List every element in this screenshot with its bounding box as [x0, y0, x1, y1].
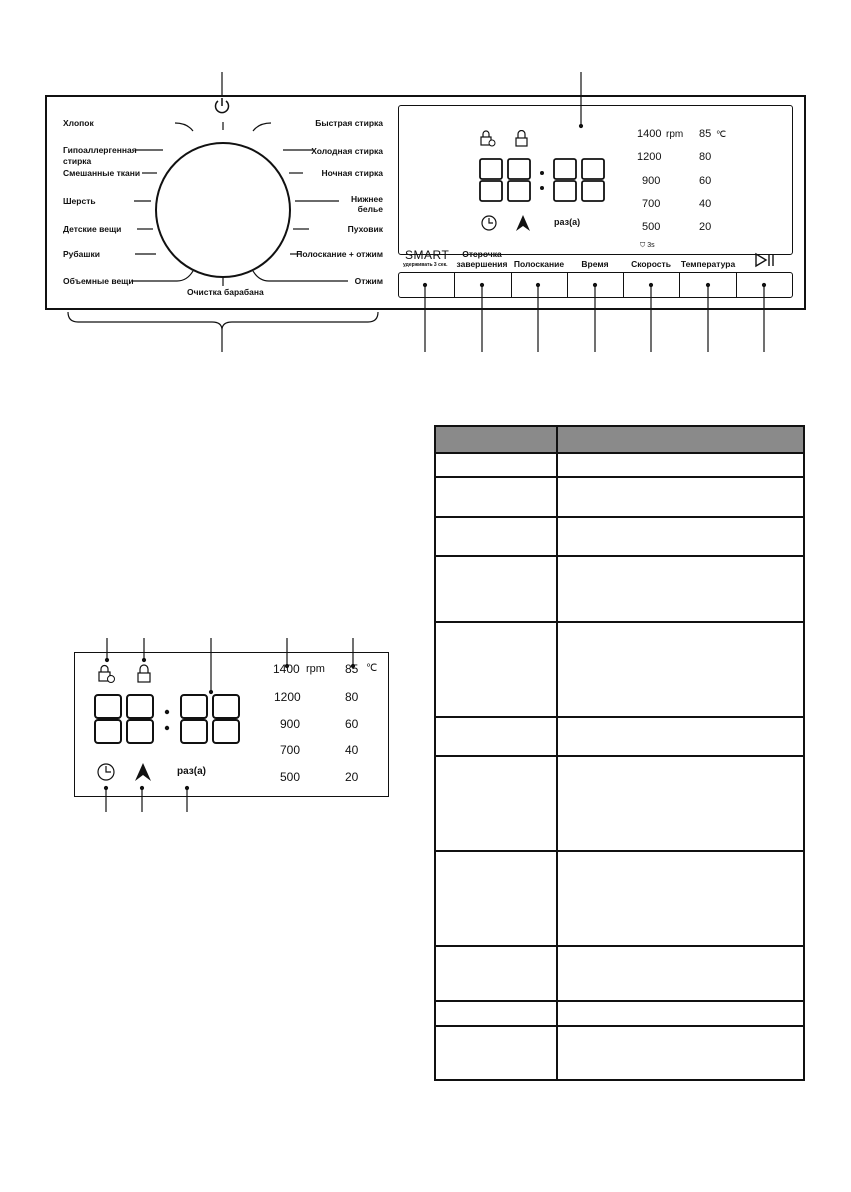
- program-underwear-2: белье: [357, 204, 383, 214]
- speed-unit: rpm: [666, 129, 684, 140]
- play-pause-icon: [754, 252, 776, 268]
- child-lock-small-icon: ⛉: [640, 242, 646, 249]
- program-hypoallergenic-2: стирка: [63, 156, 92, 166]
- table-row: [435, 1001, 804, 1026]
- detail-temp-60: 60: [345, 717, 359, 731]
- detail-speed-700: 700: [280, 743, 301, 757]
- program-rinse-spin: Полоскание + отжим: [296, 249, 383, 259]
- table-row: [435, 477, 804, 517]
- table-row: [435, 851, 804, 946]
- temp-85: 85: [699, 128, 712, 140]
- program-mixed: Смешанные ткани: [63, 168, 141, 178]
- program-bulky: Объемные вещи: [63, 276, 134, 286]
- time-button[interactable]: [568, 273, 624, 297]
- program-drum-clean: Очистка барабана: [187, 287, 264, 297]
- child-lock-3s: 3s: [647, 242, 655, 249]
- detail-temp-80: 80: [345, 690, 359, 704]
- smart-hint: удерживать 3 сек.: [403, 262, 448, 268]
- table-row: [435, 756, 804, 851]
- temp-unit: ℃: [716, 129, 727, 139]
- table-row: [435, 453, 804, 477]
- child-lock-icon: [479, 130, 497, 148]
- delay-button[interactable]: [455, 273, 511, 297]
- detail-delay-clock-icon: [96, 762, 116, 782]
- speed-700: 700: [642, 198, 661, 210]
- speed-1400: 1400: [637, 128, 662, 140]
- program-night: Ночная стирка: [321, 168, 383, 178]
- speed-1200: 1200: [637, 151, 662, 163]
- temp-20: 20: [699, 221, 712, 233]
- table-header-desc: [557, 426, 804, 453]
- detail-digit-display: [93, 694, 245, 746]
- detail-speed-1200: 1200: [274, 690, 301, 704]
- detail-temp-20: 20: [345, 770, 359, 784]
- program-cold: Холодная стирка: [311, 146, 383, 156]
- detail-auto-dose-icon: [133, 762, 153, 782]
- speed-500: 500: [642, 221, 661, 233]
- program-quick: Быстрая стирка: [315, 118, 383, 128]
- detail-speed-500: 500: [280, 770, 301, 784]
- detail-temp-85: 85: [345, 662, 359, 676]
- program-cotton: Хлопок: [63, 118, 94, 128]
- detail-child-lock-icon: [97, 664, 117, 684]
- speed-button[interactable]: [624, 273, 680, 297]
- delay-label: [454, 249, 510, 269]
- delay-label-1: Отсрочка: [462, 249, 502, 259]
- child-lock-hint: [640, 242, 655, 250]
- time-label: Время: [581, 259, 609, 269]
- detail-temp-unit: ℃: [366, 663, 378, 674]
- speed-label: Скорость: [631, 259, 671, 269]
- program-hypoallergenic: Гипоаллергенная: [63, 145, 137, 155]
- digit-display: [478, 158, 610, 204]
- temp-60: 60: [699, 175, 712, 187]
- rinse-label: Полоскание: [513, 259, 565, 269]
- smart-button[interactable]: [399, 273, 455, 297]
- temp-button[interactable]: [680, 273, 736, 297]
- table-row: [435, 717, 804, 756]
- detail-speed-unit: rpm: [306, 663, 325, 675]
- table-header-num: [435, 426, 557, 453]
- temp-80: 80: [699, 151, 712, 163]
- legend-table: [434, 425, 805, 1081]
- table-row: [435, 1026, 804, 1080]
- rinse-button[interactable]: [512, 273, 568, 297]
- dial-knob[interactable]: [156, 143, 290, 277]
- rinse-count-label: раз(а): [554, 217, 581, 227]
- smart-label: SMART: [405, 248, 450, 262]
- program-baby: Детские вещи: [63, 224, 122, 234]
- delay-label-2: завершения: [456, 259, 508, 269]
- program-shirts: Рубашки: [63, 249, 100, 259]
- temp-label: Температура: [680, 259, 736, 269]
- table-row: [435, 622, 804, 717]
- table-row: [435, 556, 804, 622]
- speed-900: 900: [642, 175, 661, 187]
- detail-speed-900: 900: [280, 717, 301, 731]
- table-row: [435, 517, 804, 556]
- detail-speed-1400: 1400: [273, 662, 300, 676]
- start-pause-button[interactable]: [737, 273, 792, 297]
- auto-dose-icon: [514, 214, 532, 232]
- detail-door-lock-icon: [136, 664, 154, 684]
- power-icon[interactable]: [213, 97, 231, 115]
- program-wool: Шерсть: [63, 196, 96, 206]
- program-spin: Отжим: [354, 276, 383, 286]
- program-down: Пуховик: [347, 224, 383, 234]
- program-underwear: Нижнее: [351, 194, 383, 204]
- detail-rinse-count: раз(а): [177, 766, 206, 777]
- delay-clock-icon: [480, 214, 498, 232]
- temp-40: 40: [699, 198, 712, 210]
- table-row: [435, 946, 804, 1001]
- button-strip: [398, 272, 793, 298]
- detail-temp-40: 40: [345, 743, 359, 757]
- door-lock-icon: [514, 130, 530, 148]
